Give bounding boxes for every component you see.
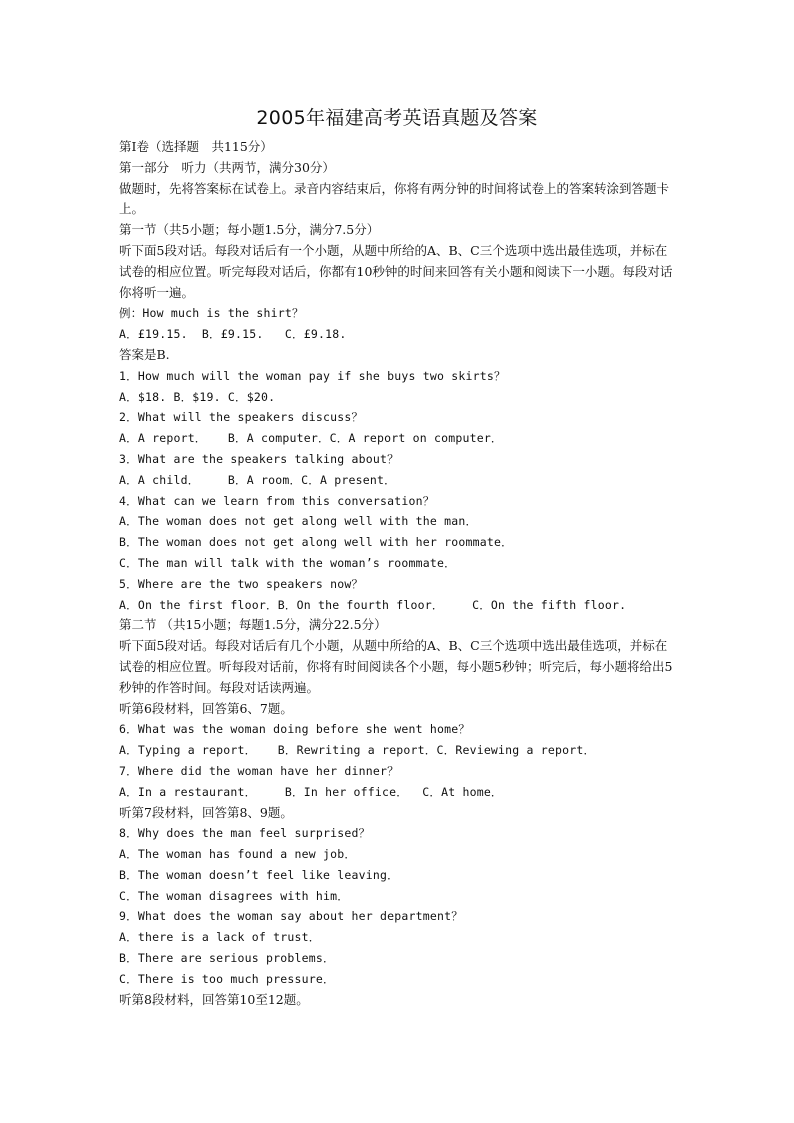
document-body (119, 137, 679, 1010)
text-line: A．A report． B．A computer．C．A report on computer． (119, 431, 503, 446)
text-line: 答案是B. (119, 346, 170, 362)
text-line: 听第6段材料，回答第6、7题。 (119, 700, 293, 716)
text-line: 第Ⅰ卷（选择题 共115分） (119, 139, 273, 154)
text-line: 8．Why does the man feel surprised？ (119, 826, 371, 841)
text-line: A．The woman has found a new job． (119, 847, 357, 862)
text-line: A．In a restaurant． B．In her office． C．At home． (119, 784, 503, 799)
text-line: 5．Where are the two speakers now？ (119, 576, 364, 591)
text-line: 2．What will the speakers discuss？ (119, 410, 364, 425)
text-line: 听第8段材料，回答第10至12题。 (119, 991, 309, 1007)
text-line: 3．What are the speakers talking about？ (119, 451, 399, 466)
text-line: C．There is too much pressure． (119, 971, 335, 986)
text-line: C．The woman disagrees with him． (119, 888, 349, 903)
text-line: 4．What can we learn from this conversation？ (119, 493, 435, 508)
text-line: 6．What was the woman doing before she went home？ (119, 722, 471, 737)
text-line: 听下面5段对话。每段对话后有几个小题，从题中所给的A、B、C三个选项中选出最佳选项，并标在试卷的相应位置。听每段对话前，你将有时间阅读各个小题，每小题5秒钟；听完后，每小题将给出5秒钟的作答时间。每段对话读两遍。 (119, 638, 673, 695)
text-line: A．On the first floor．B．On the fourth floor． C．On the fifth floor. (119, 597, 627, 612)
text-line: C．The man will talk with the woman’s roommate． (119, 555, 456, 570)
text-line: B．The woman doesn’t feel like leaving． (119, 867, 399, 882)
page-title: 2005年福建高考英语真题及答案 (256, 107, 538, 129)
text-line: A．A child． B．A room．C．A present． (119, 472, 396, 487)
text-line: 听下面5段对话。每段对话后有一个小题，从题中所给的A、B、C三个选项中选出最佳选项，并标在试卷的相应位置。听完每段对话后，你都有10秒钟的时间来回答有关小题和阅读下一小题。每段对话你将听一遍。 (119, 242, 673, 300)
text-line: 第一节（共5小题；每小题1.5分，满分7.5分） (119, 222, 380, 238)
text-line: 第二节 （共15小题；每题1.5分，满分22.5分） (119, 617, 387, 633)
text-line: A．The woman does not get along well with the man． (119, 514, 478, 529)
text-line: B．The woman does not get along well with her roommate． (119, 535, 513, 550)
text-line: A．there is a lack of trust． (119, 930, 321, 945)
text-line: A．$18. B．$19. C．$20. (119, 389, 276, 404)
text-line: 9．What does the woman say about her department？ (119, 909, 463, 924)
text-line: 听第7段材料，回答第8、9题。 (119, 804, 293, 820)
text-line: 做题时，先将答案标在试卷上。录音内容结束后，你将有两分钟的时间将试卷上的答案转涂到答题卡上。 (119, 180, 670, 217)
text-line: A．Typing a report． B．Rewriting a report．C．Reviewing a report． (119, 743, 596, 758)
text-line: 1．How much will the woman pay if she buys two skirts？ (119, 368, 506, 383)
text-line: 7．Where did the woman have her dinner？ (119, 763, 399, 778)
text-line: A．£19.15. B．£9.15. C．£9.18. (119, 327, 347, 342)
text-line: 第一部分 听力（共两节，满分30分） (119, 159, 335, 175)
text-line: 例：How much is the shirt？ (119, 306, 304, 321)
text-line: B．There are serious problems． (119, 951, 335, 966)
